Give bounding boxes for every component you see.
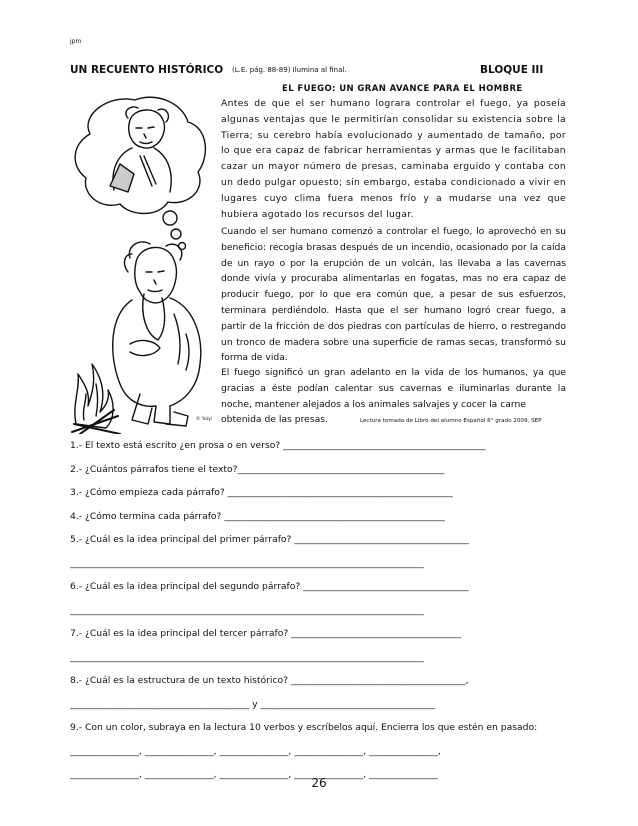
page-reference: (L.E. pág. 88-89) Ilumina al final. [232, 66, 347, 74]
paragraph-3-tail: obtenida de las presas. [221, 414, 328, 426]
reading-subtitle: EL FUEGO: UN GRAN AVANCE PARA EL HOMBRE [282, 84, 523, 94]
answer-line[interactable]: _______________, _______________, _______________, _______________, _______________ [70, 769, 438, 780]
caveman-figure [113, 242, 201, 426]
page-header [70, 64, 570, 80]
questions-list [70, 438, 566, 791]
illustration-credit: © Yoiyi [196, 417, 212, 422]
question-line: 9.- Con un color, subraya en la lectura 10 verbos y escríbelos aquí. Encierra los que estén en pasado: [70, 722, 538, 733]
caveman-illustration [70, 94, 218, 434]
question-line[interactable]: 3.- ¿Cómo empieza cada párrafo? _________________________________________________ [70, 487, 453, 498]
question-line[interactable]: 8.- ¿Cuál es la estructura de un texto histórico? ______________________________________, [70, 675, 469, 686]
thought-cloud [75, 97, 205, 249]
answer-line[interactable]: _____________________________________________________________________________ [70, 557, 424, 569]
question-line[interactable]: 4.- ¿Cómo termina cada párrafo? ________________________________________________ [70, 510, 445, 522]
paragraph-3-last-line [221, 412, 566, 430]
paragraph-3 [221, 365, 566, 430]
paragraph-1: Antes de que el ser humano lograra controlar el fuego, ya poseía algunas ventajas que le permitirían consolidar su existencia sobre la Tierra; su cerebro había evolucionado y aumentado de tamaño, por lo que era capaz de fabricar herramientas y armas que le facilitaban cazar un mayor número de presas, caminaba erguido y contaba con un dedo pulgar opuesto; sin embargo, estaba condicionado a vivir en lugares cuyo clima fuera menos frío y a mudarse una vez que hubiera agotado los recursos del lugar. [221, 98, 566, 220]
question-line[interactable]: 5.- ¿Cuál es la idea principal del primer párrafo? ______________________________________ [70, 534, 469, 545]
question-line[interactable]: 2.- ¿Cuántos párrafos tiene el texto?_____________________________________________ [70, 463, 445, 475]
campfire [72, 364, 120, 434]
reading-source: Lectura tomada de Libro del alumno Español 6° grado 2009, SEP [359, 418, 542, 425]
author-initials: jpm [70, 38, 82, 45]
paragraph-2: Cuando el ser humano comenzó a controlar el fuego, lo aprovechó en su beneficio: recogía brasas después de un incendio, ocasionado por la caída de un rayo o por la erupción de un volcán, las llevaba a las cavernas donde vivía y procuraba alimentarlas en fogatas, mas no era capaz de producir fuego, por lo que era común que, a pesar de sus esfuerzos, terminara perdiéndolo. Hasta que el ser humano logró crear fuego, a partir de la fricción de dos piedras con partículas de hierro, o restregando un tronco de madera sobre una superficie de ramas secas, transformó su forma de vida. [221, 226, 566, 364]
block-label: BLOQUE III [480, 64, 544, 76]
answer-line[interactable]: _______________________________________ y ______________________________________ [70, 698, 435, 710]
answer-line[interactable]: _____________________________________________________________________________ [70, 651, 424, 663]
question-line[interactable]: 1.- El texto está escrito ¿en prosa o en verso? ____________________________________________ [70, 440, 486, 451]
page-title: UN RECUENTO HISTÓRICO [70, 64, 224, 76]
answer-line[interactable]: _____________________________________________________________________________ [70, 604, 424, 616]
page-number: 26 [311, 776, 327, 790]
question-line[interactable]: 6.- ¿Cuál es la idea principal del segundo párrafo? ____________________________________ [70, 581, 469, 592]
question-line[interactable]: 7.- ¿Cuál es la idea principal del tercer párrafo? _____________________________________ [70, 628, 462, 639]
answer-line[interactable]: _______________, _______________, _______________, _______________, _______________, [70, 745, 441, 757]
paragraph-3-text: El fuego significó un gran adelanto en la vida de los humanos, ya que gracias a éste podían calentar sus cavernas e iluminarlas durante la noche, mantener alejados a los animales salvajes y cocer la carne [221, 367, 566, 410]
